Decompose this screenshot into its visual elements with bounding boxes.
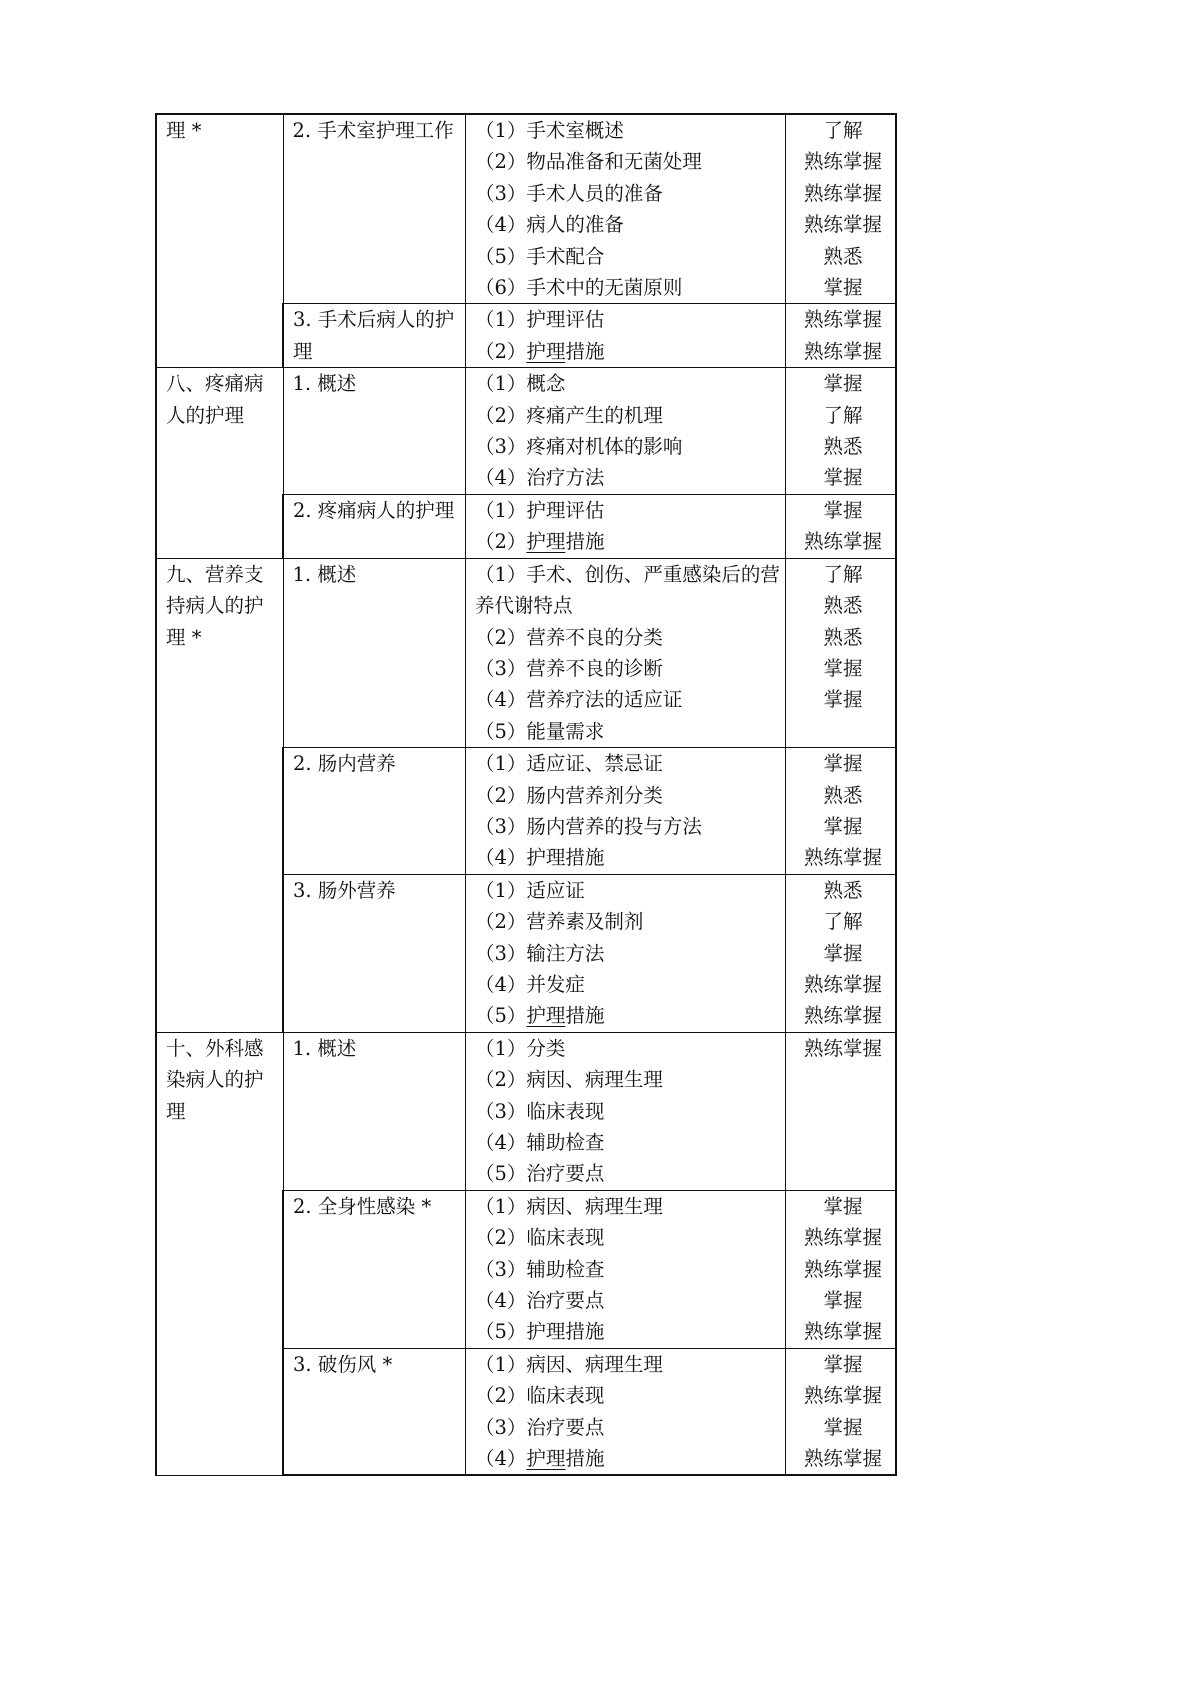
content-item: （1）分类 (475, 1036, 566, 1060)
content-item: （4）辅助检查 (475, 1131, 605, 1154)
content-item: （3）疼痛对机体的影响 (475, 435, 683, 459)
topic-cell: 九、营养支持病人的护理 * (156, 558, 283, 1032)
mastery-level: 熟练掌握 (803, 1320, 882, 1344)
content-item: （4）病人的准备 (475, 213, 624, 237)
mastery-level: 掌握 (823, 466, 863, 490)
mastery-level: 掌握 (823, 688, 863, 712)
unit-title: 1. 概述 (283, 1032, 466, 1190)
content-item: （5）治疗要点 (475, 1162, 605, 1186)
table-row (156, 114, 896, 304)
content-cell (466, 748, 786, 875)
unit-title: 2. 肠内营养 (283, 748, 466, 875)
mastery-level: 了解 (823, 119, 863, 142)
level-cell (786, 1348, 897, 1475)
mastery-level: 掌握 (823, 1194, 863, 1218)
content-item: （5）能量需求 (475, 719, 605, 743)
mastery-level: 掌握 (823, 1352, 863, 1376)
mastery-level: 掌握 (823, 1415, 863, 1439)
mastery-level: 掌握 (823, 814, 863, 838)
mastery-level: 熟悉 (823, 625, 863, 649)
content-item: （3）临床表现 (475, 1099, 605, 1123)
unit-title: 1. 概述 (283, 558, 466, 747)
mastery-level: 熟悉 (823, 878, 863, 902)
content-item: （5）手术配合 (475, 244, 605, 268)
mastery-level: 熟练掌握 (803, 1257, 882, 1281)
content-cell (466, 558, 786, 747)
mastery-level: 了解 (823, 910, 863, 934)
level-cell (786, 368, 897, 495)
level-cell (786, 1032, 897, 1190)
content-item: （3）辅助检查 (475, 1257, 605, 1281)
mastery-level: 掌握 (823, 372, 863, 396)
content-cell (466, 1032, 786, 1190)
content-item: （4）并发症 (475, 972, 585, 996)
mastery-level: 熟练掌握 (803, 308, 882, 332)
content-item: （6）手术中的无菌原则 (475, 276, 683, 300)
unit-title: 3. 肠外营养 (283, 874, 466, 1032)
mastery-level: 熟悉 (823, 244, 863, 268)
table-row (156, 558, 896, 747)
mastery-level: 了解 (823, 562, 863, 586)
level-cell (786, 494, 897, 558)
content-item: （3）治疗要点 (475, 1415, 605, 1439)
content-item: （5）护理措施 (475, 1320, 605, 1344)
content-item: （4）治疗要点 (475, 1289, 605, 1313)
level-cell (786, 748, 897, 875)
level-cell (786, 114, 897, 304)
level-cell (786, 1190, 897, 1348)
syllabus-table (155, 113, 897, 1476)
content-cell (466, 368, 786, 495)
table-row (156, 368, 896, 495)
unit-title: 1. 概述 (283, 368, 466, 495)
content-cell (466, 1190, 786, 1348)
content-item: （2）临床表现 (475, 1384, 605, 1408)
mastery-level: 掌握 (823, 498, 863, 522)
content-cell (466, 114, 786, 304)
content-item: （1）手术室概述 (475, 119, 624, 142)
unit-title: 3. 破伤风 * (283, 1348, 466, 1475)
content-item: （1）护理评估 (475, 308, 605, 332)
level-cell (786, 874, 897, 1032)
content-item: （4）营养疗法的适应证 (475, 688, 683, 712)
content-item: （1）适应证、禁忌证 (475, 752, 663, 776)
content-item: （2）肠内营养剂分类 (475, 783, 663, 807)
mastery-level: 熟练掌握 (803, 1226, 882, 1250)
mastery-level: 掌握 (823, 1289, 863, 1313)
content-item: （5）护理措施 (475, 1004, 605, 1028)
mastery-level: 熟练掌握 (803, 1036, 882, 1060)
content-item: （4）治疗方法 (475, 466, 605, 490)
mastery-level: 了解 (823, 403, 863, 427)
mastery-level: 熟练掌握 (803, 846, 882, 870)
content-item: （2）临床表现 (475, 1226, 605, 1250)
content-item: （2）物品准备和无菌处理 (475, 150, 702, 174)
mastery-level: 掌握 (823, 941, 863, 965)
mastery-level: 熟悉 (823, 435, 863, 459)
content-item: （2）营养素及制剂 (475, 910, 644, 934)
content-item: （1）病因、病理生理 (475, 1352, 663, 1376)
mastery-level: 掌握 (823, 752, 863, 776)
mastery-level: 熟练掌握 (803, 1004, 882, 1028)
content-item: （1）概念 (475, 372, 566, 396)
content-item: （1）护理评估 (475, 498, 605, 522)
topic-cell: 八、疼痛病人的护理 (156, 368, 283, 558)
unit-title: 2. 手术室护理工作 (283, 114, 466, 304)
mastery-level: 熟练掌握 (803, 181, 882, 205)
mastery-level: 熟练掌握 (803, 339, 882, 363)
table-row (156, 1032, 896, 1190)
mastery-level (795, 716, 891, 747)
mastery-level: 掌握 (823, 276, 863, 300)
unit-title: 2. 疼痛病人的护理 (283, 494, 466, 558)
content-cell (466, 874, 786, 1032)
topic-cell: 十、外科感染病人的护理 (156, 1032, 283, 1475)
content-item: （4）护理措施 (475, 1447, 605, 1471)
mastery-level: 熟悉 (823, 594, 863, 618)
content-item: （3）营养不良的诊断 (475, 656, 663, 680)
content-item: （3）肠内营养的投与方法 (475, 814, 702, 838)
unit-title: 2. 全身性感染 * (283, 1190, 466, 1348)
content-cell (466, 304, 786, 368)
content-cell (466, 1348, 786, 1475)
mastery-level: 掌握 (823, 656, 863, 680)
content-item: （4）护理措施 (475, 846, 605, 870)
mastery-level: 熟练掌握 (803, 530, 882, 554)
content-item: （1）适应证 (475, 878, 585, 902)
mastery-level: 熟练掌握 (803, 1384, 882, 1408)
content-item: （2）营养不良的分类 (475, 625, 663, 649)
content-cell (466, 494, 786, 558)
level-cell (786, 304, 897, 368)
content-item: （1）手术、创伤、严重感染后的营养代谢特点 (475, 562, 780, 618)
content-item: （2）护理措施 (475, 530, 605, 554)
content-item: （2）护理措施 (475, 339, 605, 363)
content-item: （2）病因、病理生理 (475, 1068, 663, 1092)
level-cell (786, 558, 897, 747)
content-item: （1）病因、病理生理 (475, 1194, 663, 1218)
mastery-level: 熟练掌握 (803, 972, 882, 996)
unit-title: 3. 手术后病人的护理 (283, 304, 466, 368)
mastery-level: 熟练掌握 (803, 1447, 882, 1471)
content-item: （3）手术人员的准备 (475, 181, 663, 205)
content-item: （2）疼痛产生的机理 (475, 403, 663, 427)
mastery-level: 熟练掌握 (803, 213, 882, 237)
topic-cell: 理 * (156, 114, 283, 368)
mastery-level: 熟悉 (823, 783, 863, 807)
content-item: （3）输注方法 (475, 941, 605, 965)
mastery-level: 熟练掌握 (803, 150, 882, 174)
